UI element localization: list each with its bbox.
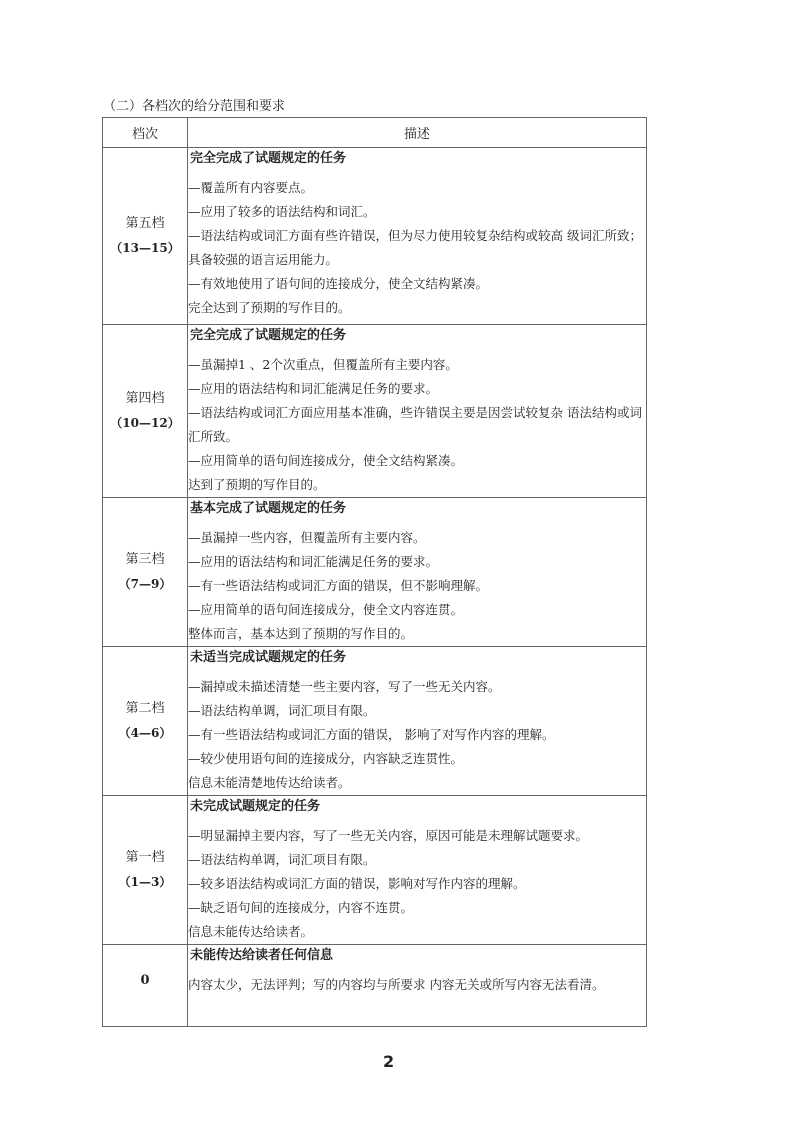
level-summary: 基本完成了试题规定的任务 xyxy=(190,501,347,516)
criterion: —语法结构单调，词汇项目有限。 xyxy=(188,852,376,867)
criterion: 信息未能清楚地传达给读者。 xyxy=(188,775,351,790)
table-row xyxy=(103,945,647,1027)
criterion: —应用简单的语句间连接成分，使全文内容连贯。 xyxy=(188,602,464,617)
criterion: —应用了较多的语法结构和词汇。 xyxy=(188,204,376,219)
description-cell xyxy=(188,647,647,796)
criterion: —有一些语法结构或词汇方面的错误，但不影响理解。 xyxy=(188,578,489,593)
criterion: —较少使用语句间的连接成分，内容缺乏连贯性。 xyxy=(188,751,464,766)
level-cell xyxy=(103,148,188,325)
score-range: （1—3） xyxy=(118,875,172,889)
level-name: 第四档 xyxy=(125,391,165,406)
criterion: —语法结构单调，词汇项目有限。 xyxy=(188,703,376,718)
header-description: 描述 xyxy=(188,118,647,148)
criterion: —覆盖所有内容要点。 xyxy=(188,180,314,195)
description-cell xyxy=(188,325,647,498)
level-cell xyxy=(103,325,188,498)
level-summary: 完全完成了试题规定的任务 xyxy=(190,328,347,343)
criterion: 内容太少，无法评判；写的内容均与所要求 内容无关或所写内容无法看清。 xyxy=(188,977,605,992)
description-cell xyxy=(188,945,647,1027)
criterion: —应用的语法结构和词汇能满足任务的要求。 xyxy=(188,381,439,396)
criterion: —虽漏掉一些内容，但覆盖所有主要内容。 xyxy=(188,530,426,545)
criterion: —缺乏语句间的连接成分，内容不连贯。 xyxy=(188,900,414,915)
criterion: 信息未能传达给读者。 xyxy=(188,924,314,939)
table-header-row xyxy=(103,118,647,148)
level-summary: 未适当完成试题规定的任务 xyxy=(190,650,347,665)
criterion: —语法结构或词汇方面应用基本准确，些许错误主要是因尝试较复杂 语法结构或词汇所致。 xyxy=(188,405,642,444)
criterion: —漏掉或未描述清楚一些主要内容，写了一些无关内容。 xyxy=(188,679,501,694)
criterion: —明显漏掉主要内容，写了一些无关内容，原因可能是未理解试题要求。 xyxy=(188,828,589,843)
table-row xyxy=(103,148,647,325)
description-cell xyxy=(188,148,647,325)
criterion: —应用简单的语句间连接成分，使全文结构紧凑。 xyxy=(188,453,464,468)
grading-table xyxy=(102,117,647,1027)
criterion: —应用的语法结构和词汇能满足任务的要求。 xyxy=(188,554,439,569)
table-row xyxy=(103,498,647,647)
score-range: （10—12） xyxy=(110,416,180,430)
criterion: —较多语法结构或词汇方面的错误，影响对写作内容的理解。 xyxy=(188,876,526,891)
level-name: 第一档 xyxy=(125,850,165,865)
score-range: （7—9） xyxy=(118,577,172,591)
criterion: —虽漏掉1 、2个次重点，但覆盖所有主要内容。 xyxy=(188,357,458,372)
level-cell xyxy=(103,945,188,1027)
level-name: 第三档 xyxy=(125,552,165,567)
score-range: （4—6） xyxy=(118,726,172,740)
description-cell xyxy=(188,498,647,647)
level-summary: 完全完成了试题规定的任务 xyxy=(190,151,347,166)
level-summary: 未能传达给读者任何信息 xyxy=(190,948,334,963)
level-cell xyxy=(103,498,188,647)
section-title: （二）各档次的给分范围和要求 xyxy=(103,99,286,114)
criterion: —有效地使用了语句间的连接成分，使全文结构紧凑。 xyxy=(188,276,489,291)
level-name: 第二档 xyxy=(125,701,165,716)
level-name: 0 xyxy=(140,973,150,988)
table-row xyxy=(103,647,647,796)
criterion: —有一些语法结构或词汇方面的错误， 影响了对写作内容的理解。 xyxy=(188,727,555,742)
level-name: 第五档 xyxy=(125,216,165,231)
criterion: 完全达到了预期的写作目的。 xyxy=(188,300,351,315)
level-summary: 未完成试题规定的任务 xyxy=(190,799,321,814)
criterion: 整体而言，基本达到了预期的写作目的。 xyxy=(188,626,414,641)
page-number: 2 xyxy=(383,1052,395,1071)
level-cell xyxy=(103,796,188,945)
table-row xyxy=(103,796,647,945)
criterion: —语法结构或词汇方面有些许错误，但为尽力使用较复杂结构或较高 级词汇所致；具备较强的语言运用能力。 xyxy=(188,228,642,267)
level-cell xyxy=(103,647,188,796)
score-range: （13—15） xyxy=(110,241,180,255)
criterion: 达到了预期的写作目的。 xyxy=(188,477,326,492)
header-level: 档次 xyxy=(103,118,188,148)
table-row xyxy=(103,325,647,498)
description-cell xyxy=(188,796,647,945)
